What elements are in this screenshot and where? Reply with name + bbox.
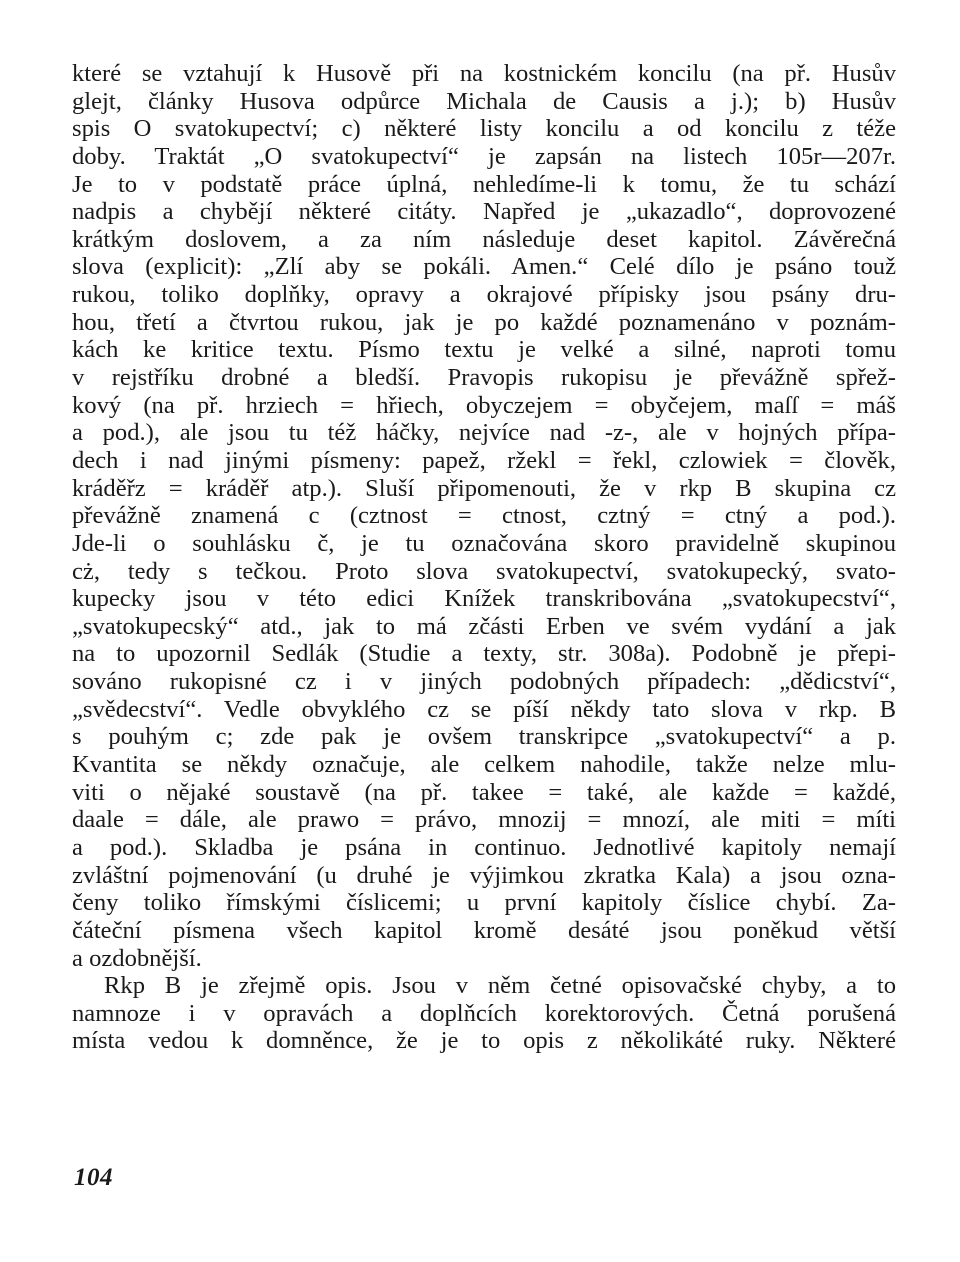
text-line: převážně znamená c (cztnost = ctnost, cztný = ctný a pod.). — [72, 502, 896, 530]
text-line: glejt, články Husova odpůrce Michala de Causis a j.); b) Husův — [72, 87, 896, 115]
text-line: které se vztahují k Husově při na kostnickém koncilu (na př. Husův — [72, 60, 896, 87]
text-line: „svědecství“. Vedle obvyklého cz se píší někdy tato slova v rkp. B — [72, 695, 896, 723]
text-line: daale = dále, ale prawo = právo, mnozij = mnozí, ale miti = míti — [72, 806, 896, 834]
text-line: s pouhým c; zde pak je ovšem transkripce „svatokupectví“ a p. — [72, 723, 896, 751]
text-line: v rejstříku drobné a bledší. Pravopis rukopisu je převážně spřež- — [72, 364, 896, 392]
text-line: Je to v podstatě práce úplná, nehledíme-li k tomu, že tu schází — [72, 170, 896, 198]
text-line: kráděřz = kráděř atp.). Sluší připomenouti, že v rkp B skupina cz — [72, 474, 896, 502]
text-line: čáteční písmena všech kapitol kromě desáté jsou poněkud větší — [72, 916, 896, 944]
text-line: a ozdobnější. — [72, 944, 202, 972]
paragraph-2 — [72, 972, 896, 1055]
text-line: doby. Traktát „O svatokupectví“ je zapsán na listech 105r—207r. — [72, 142, 896, 170]
text-line: zvláštní pojmenování (u druhé je výjimkou zkratka Kala) a jsou ozna- — [72, 861, 896, 889]
text-line: „svatokupecský“ atd., jak to má zčásti Erben ve svém vydání a jak — [72, 612, 896, 640]
text-line: Rkp B je zřejmě opis. Jsou v něm četné opisovačské chyby, a to — [104, 972, 896, 1000]
text-line: sováno rukopisné cz i v jiných podobných případech: „dědicství“, — [72, 668, 896, 696]
text-line: a pod.), ale jsou tu též háčky, nejvíce nad -z-, ale v hojných přípa- — [72, 419, 896, 447]
text-line: Jde-li o souhlásku č, je tu označována skoro pravidelně skupinou — [72, 529, 896, 557]
text-line: čeny toliko římskými číslicemi; u první kapitoly číslice chybí. Za- — [72, 889, 896, 917]
page-number: 104 — [74, 1164, 113, 1191]
text-line: nadpis a chybějí některé citáty. Napřed je „ukazadlo“, doprovozené — [72, 198, 896, 226]
text-line: kový (na př. hrziech = hřiech, obyczejem = obyčejem, maſſ = máš — [72, 391, 896, 419]
text-line: na to upozornil Sedlák (Studie a texty, str. 308a). Podobně je přepi- — [72, 640, 896, 668]
text-line: spis O svatokupectví; c) některé listy koncilu a od koncilu z téže — [72, 115, 896, 143]
body-text — [72, 60, 896, 1055]
text-line: hou, třetí a čtvrtou rukou, jak je po každé poznamenáno v poznám- — [72, 308, 896, 336]
text-line: cż, tedy s tečkou. Proto slova svatokupectví, svatokupecký, svato- — [72, 557, 896, 585]
text-line: slova (explicit): „Zlí aby se pokáli. Amen.“ Celé dílo je psáno touž — [72, 253, 896, 281]
text-line: kách ke kritice textu. Písmo textu je velké a silné, naproti tomu — [72, 336, 896, 364]
text-line: a pod.). Skladba je psána in continuo. Jednotlivé kapitoly nemají — [72, 833, 896, 861]
text-line: dech i nad jinými písmeny: papež, ržekl = řekl, czlowiek = člověk, — [72, 446, 896, 474]
text-line: namnoze i v opravách a doplňcích korektorových. Četná porušená — [72, 999, 896, 1027]
text-line: Kvantita se někdy označuje, ale celkem nahodile, takže nelze mlu- — [72, 751, 896, 779]
text-line: místa vedou k domněnce, že je to opis z několikáté ruky. Některé — [72, 1027, 896, 1055]
text-line: rukou, toliko doplňky, opravy a okrajové přípisky jsou psány dru- — [72, 281, 896, 309]
paragraph-1 — [72, 60, 896, 972]
text-line: kupecky jsou v této edici Knížek transkribována „svatokupecství“, — [72, 585, 896, 613]
text-line: krátkým doslovem, a za ním následuje deset kapitol. Závěrečná — [72, 225, 896, 253]
text-line: viti o nějaké soustavě (na př. takee = také, ale každe = každé, — [72, 778, 896, 806]
